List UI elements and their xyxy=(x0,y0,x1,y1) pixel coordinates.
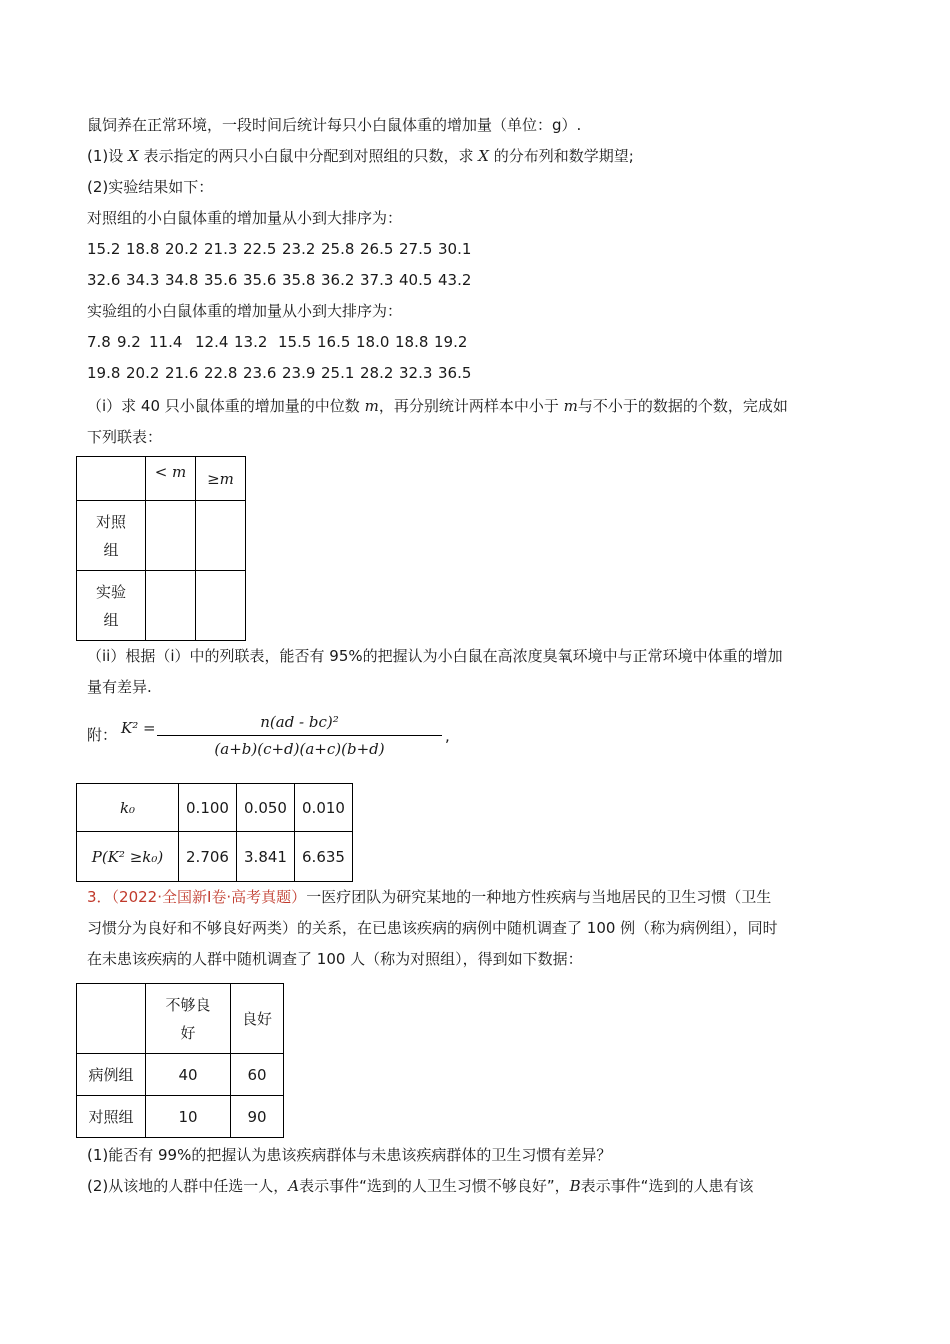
row-header-control: 对照 组 xyxy=(77,501,146,571)
data-value: 22.5 xyxy=(243,240,277,258)
table-cell: 0.010 xyxy=(295,784,353,832)
data-value: 36.2 xyxy=(321,271,355,289)
variable-m: m xyxy=(364,397,379,415)
data-value: 12.4 xyxy=(195,333,229,351)
col-header-ge-m: ≥m xyxy=(196,457,246,501)
row-header-case: 病例组 xyxy=(77,1054,146,1096)
table-cell: 40 xyxy=(146,1054,231,1096)
data-value: 35.6 xyxy=(204,271,238,289)
data-value: 11.4 xyxy=(149,333,183,351)
table-cell: 3.841 xyxy=(237,832,295,882)
question-part-2: (2)实验结果如下： xyxy=(87,178,214,196)
data-value: 21.3 xyxy=(204,240,238,258)
formula-lhs: K² = xyxy=(121,719,156,737)
data-value: 27.5 xyxy=(399,240,433,258)
paragraph-line: 量有差异. xyxy=(87,678,152,696)
col-header-less-m: < m xyxy=(146,457,196,501)
data-value: 18.8 xyxy=(395,333,429,351)
data-value: 26.5 xyxy=(360,240,394,258)
variable-x: X xyxy=(478,147,489,165)
control-heading: 对照组的小白鼠体重的增加量从小到大排序为： xyxy=(87,209,403,227)
data-value: 20.2 xyxy=(165,240,199,258)
data-value: 34.8 xyxy=(165,271,199,289)
row-header-experiment: 实验 组 xyxy=(77,571,146,641)
data-value: 13.2 xyxy=(234,333,268,351)
data-value: 30.1 xyxy=(438,240,472,258)
formula-fraction xyxy=(157,709,442,762)
data-value: 7.8 xyxy=(87,333,111,351)
data-value: 18.0 xyxy=(356,333,390,351)
hygiene-table xyxy=(76,983,284,1138)
control-data-row-2 xyxy=(87,265,862,296)
row-header-control: 对照组 xyxy=(77,1096,146,1138)
data-value: 18.8 xyxy=(126,240,160,258)
question-part-1: (1)设 X 表示指定的两只小白鼠中分配到对照组的只数，求 X 的分布列和数学期望; xyxy=(87,147,634,165)
paragraph-line: 在未患该疾病的人群中随机调查了 100 人（称为对照组），得到如下数据： xyxy=(87,950,583,968)
variable-x: X xyxy=(128,147,139,165)
variable-b: B xyxy=(569,1177,581,1195)
data-value: 20.2 xyxy=(126,364,160,382)
data-value: 35.6 xyxy=(243,271,277,289)
paragraph-line: 下列联表： xyxy=(87,428,163,446)
data-value: 36.5 xyxy=(438,364,472,382)
question-3-intro: 3．（2022·全国新Ⅰ卷·高考真题）一医疗团队为研究某地的一种地方性疾病与当地居民的卫生习惯（卫生 xyxy=(87,888,772,906)
data-value: 15.5 xyxy=(278,333,312,351)
question-source: 3．（2022·全国新Ⅰ卷·高考真题） xyxy=(87,888,307,906)
paragraph-line: 鼠饲养在正常环境，一段时间后统计每只小白鼠体重的增加量（单位：g）. xyxy=(87,116,582,134)
table-cell: 6.635 xyxy=(295,832,353,882)
data-value: 34.3 xyxy=(126,271,160,289)
data-value: 21.6 xyxy=(165,364,199,382)
experiment-data-row-1 xyxy=(87,327,862,358)
col-header-not-good: 不够良 好 xyxy=(146,984,231,1054)
formula-denominator: (a+b)(c+d)(a+c)(b+d) xyxy=(214,740,385,758)
data-value: 37.3 xyxy=(360,271,394,289)
appendix-label: 附： xyxy=(87,726,118,744)
data-value: 32.6 xyxy=(87,271,121,289)
data-value: 22.8 xyxy=(204,364,238,382)
data-value: 23.2 xyxy=(282,240,316,258)
formula-numerator: n(ad - bc)² xyxy=(260,713,339,731)
data-value: 23.6 xyxy=(243,364,277,382)
sub-question-ii: （ii）根据（i）中的列联表，能否有 95%的把握认为小白鼠在高浓度臭氧环境中与正常环境中体重的增加 xyxy=(87,647,783,665)
data-value: 32.3 xyxy=(399,364,433,382)
critical-value-table xyxy=(76,783,353,882)
question-3-part-1: (1)能否有 99%的把握认为患该疾病群体与未患该疾病群体的卫生习惯有差异？ xyxy=(87,1146,612,1164)
experiment-data-row-2 xyxy=(87,358,862,389)
data-value: 25.8 xyxy=(321,240,355,258)
data-value: 23.9 xyxy=(282,364,316,382)
question-3-part-2: (2)从该地的人群中任选一人，A表示事件“选到的人卫生习惯不够良好”，B表示事件“选到的人患有该 xyxy=(87,1177,754,1195)
variable-a: A xyxy=(288,1177,300,1195)
data-value: 15.2 xyxy=(87,240,121,258)
data-value: 35.8 xyxy=(282,271,316,289)
table-cell: 60 xyxy=(231,1054,284,1096)
k-squared-formula: 附： K² = n(ad - bc)² (a+b)(c+d)(a+c)(b+d) , xyxy=(87,709,862,765)
contingency-table xyxy=(76,456,246,641)
data-value: 28.2 xyxy=(360,364,394,382)
table-cell xyxy=(196,501,246,571)
document-page xyxy=(87,110,862,1202)
row-header-k0: k₀ xyxy=(77,784,179,832)
table-cell: 2.706 xyxy=(179,832,237,882)
data-value: 19.8 xyxy=(87,364,121,382)
paragraph-line: 习惯分为良好和不够良好两类）的关系，在已患该疾病的病例中随机调查了 100 例（称为病例组），同时 xyxy=(87,919,778,937)
table-cell: 0.050 xyxy=(237,784,295,832)
data-value: 19.2 xyxy=(434,333,468,351)
sub-question-i: （i）求 40 只小鼠体重的增加量的中位数 m，再分别统计两样本中小于 m与不小于的数据的个数，完成如 xyxy=(87,397,788,415)
table-cell: 10 xyxy=(146,1096,231,1138)
table-cell: 0.100 xyxy=(179,784,237,832)
table-cell: 90 xyxy=(231,1096,284,1138)
data-value: 16.5 xyxy=(317,333,351,351)
data-value: 25.1 xyxy=(321,364,355,382)
table-cell xyxy=(146,571,196,641)
data-value: 43.2 xyxy=(438,271,472,289)
table-cell xyxy=(196,571,246,641)
table-cell xyxy=(146,501,196,571)
data-value: 40.5 xyxy=(399,271,433,289)
variable-m: m xyxy=(563,397,578,415)
col-header-good: 良好 xyxy=(231,984,284,1054)
control-data-row-1 xyxy=(87,234,862,265)
row-header-probability: P(K² ≥k₀) xyxy=(77,832,179,882)
data-value: 9.2 xyxy=(117,333,141,351)
experiment-heading: 实验组的小白鼠体重的增加量从小到大排序为： xyxy=(87,302,403,320)
